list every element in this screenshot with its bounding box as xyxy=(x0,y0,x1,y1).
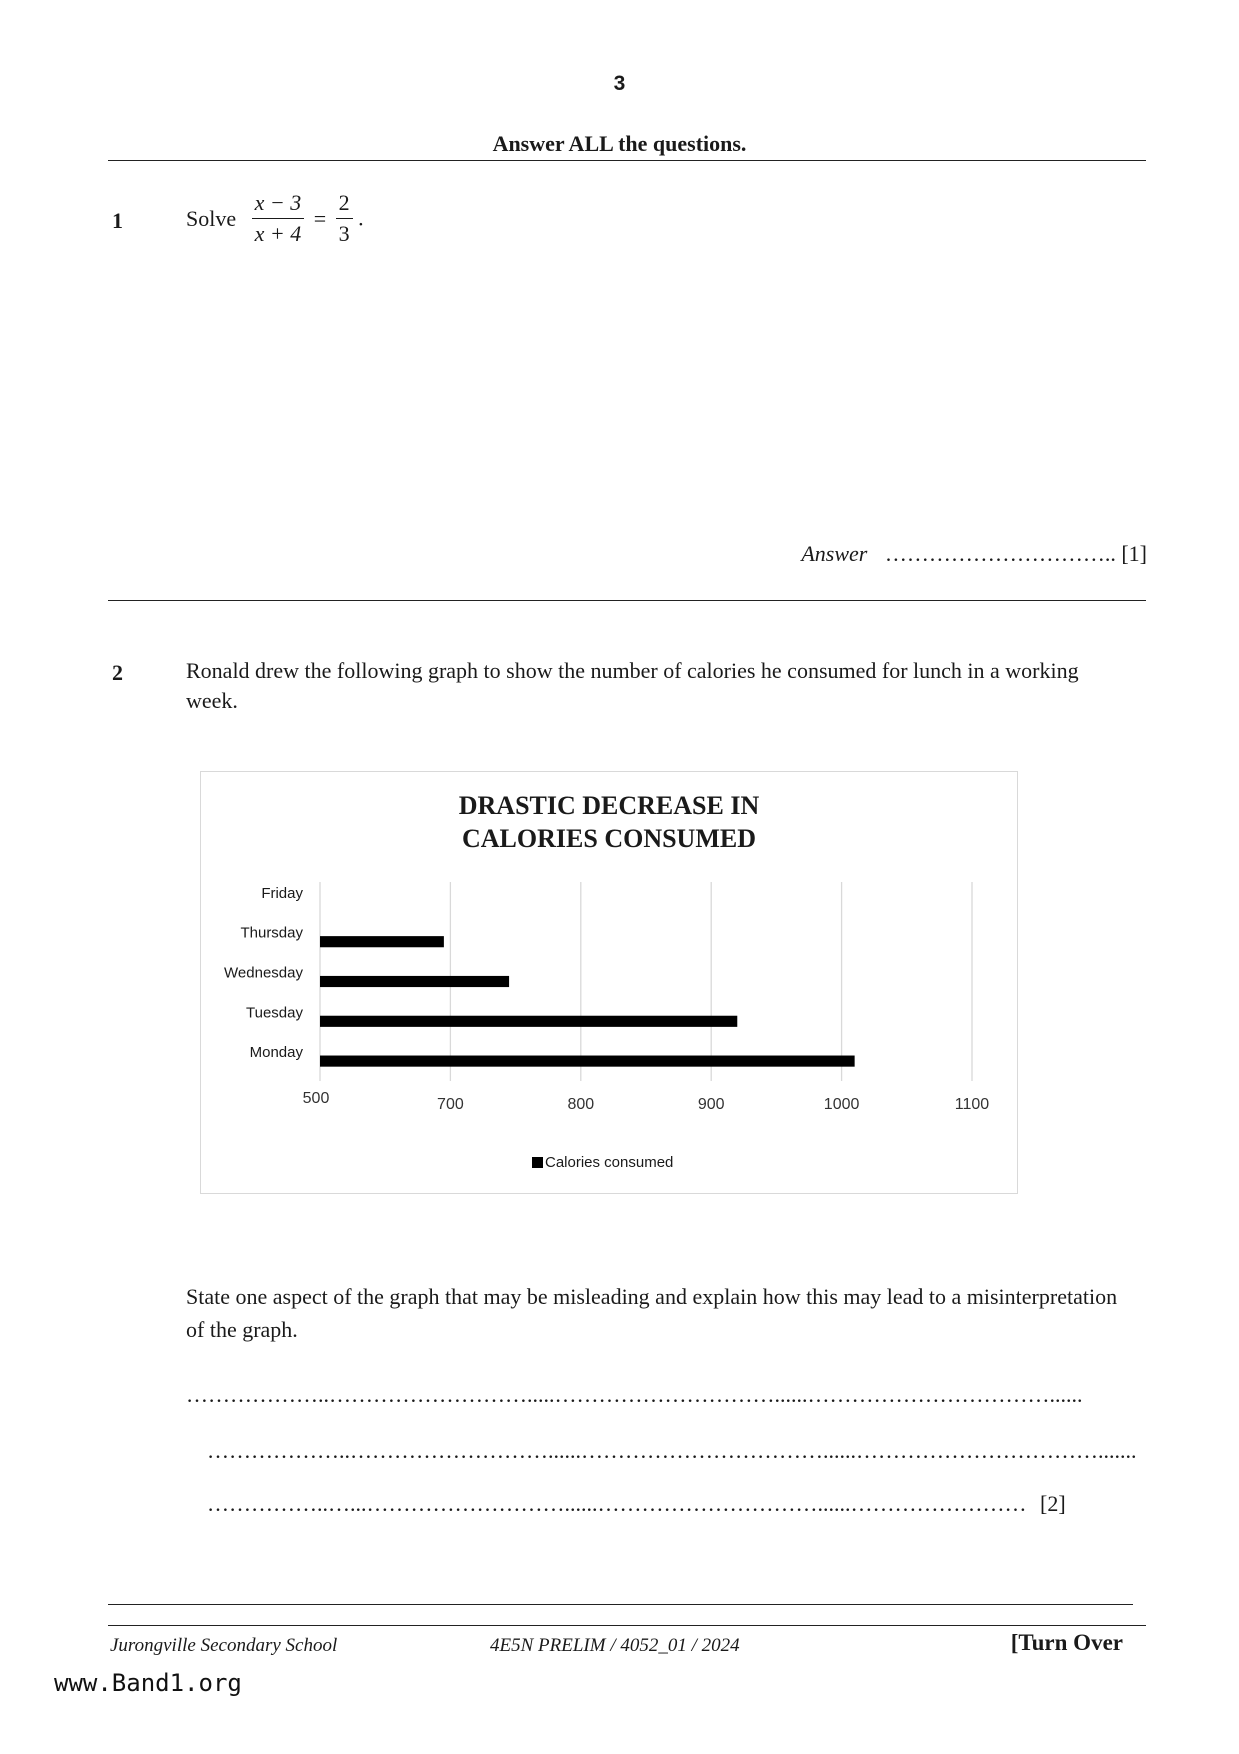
question-1-prompt: Solve xyxy=(186,205,237,231)
chart-title-line-2: CALORIES CONSUMED xyxy=(462,824,756,853)
answer-line-3[interactable]: ……………..…...………………………......…………………………......…………………… xyxy=(207,1491,1027,1516)
x-tick-label: 500 xyxy=(302,1090,330,1107)
equation-period: . xyxy=(358,205,364,231)
fraction-right xyxy=(336,190,353,247)
x-tick-label: 800 xyxy=(567,1096,595,1113)
turn-over-label: [Turn Over xyxy=(1010,1630,1123,1655)
x-tick-label: 900 xyxy=(697,1096,725,1113)
footer-rule-bottom xyxy=(108,1625,1146,1626)
y-category-label: Wednesday xyxy=(224,964,303,982)
answer-line-3-row xyxy=(207,1491,1066,1517)
answer-line-2[interactable]: ………………..………………………......……………………………......……………………………....... xyxy=(207,1438,1137,1463)
fraction-left-numerator: x − 3 xyxy=(252,190,305,219)
question-1-number: 1 xyxy=(112,208,123,233)
question-1-divider xyxy=(108,600,1146,601)
page-number: 3 xyxy=(613,72,626,95)
answer-label: Answer xyxy=(801,541,868,566)
y-category-label: Thursday xyxy=(240,924,303,942)
answer-line-1[interactable]: ………………..……………………….....…………………………......……………………………...... xyxy=(186,1382,1083,1407)
footer-paper-code: 4E5N PRELIM / 4052_01 / 2024 xyxy=(490,1635,740,1656)
x-tick-label: 700 xyxy=(437,1096,464,1113)
fraction-left xyxy=(252,190,305,247)
header-rule xyxy=(108,160,1146,161)
fraction-right-denominator: 3 xyxy=(338,221,350,246)
footer-school-name: Jurongville Secondary School xyxy=(110,1635,338,1656)
question-1-equation xyxy=(186,190,364,247)
question-1-answer-line xyxy=(801,541,1147,567)
bar-monday xyxy=(320,1056,855,1067)
chart-title-line-1: DRASTIC DECREASE IN xyxy=(458,791,760,820)
bar-thursday xyxy=(320,936,444,947)
fraction-left-denominator: x + 4 xyxy=(254,221,302,246)
question-2-followup: State one aspect of the graph that may be misleading and explain how this may lead to a misinterpretation of the graph. xyxy=(186,1284,1118,1342)
fraction-right-numerator: 2 xyxy=(336,190,353,219)
x-tick-label: 1000 xyxy=(823,1096,860,1113)
watermark-url: www.Band1.org xyxy=(54,1669,242,1697)
legend-swatch xyxy=(532,1157,543,1168)
x-tick-label: 1100 xyxy=(954,1096,990,1113)
question-2-text: Ronald drew the following graph to show the number of calories he consumed for lunch in a working week. xyxy=(186,658,1079,713)
calories-bar-chart xyxy=(201,772,1017,1193)
question-2-marks: [2] xyxy=(1040,1491,1066,1516)
question-1-marks: [1] xyxy=(1121,541,1147,566)
answer-blank[interactable]: ………………………….. xyxy=(884,541,1116,566)
question-2-number: 2 xyxy=(112,660,123,685)
y-category-label: Monday xyxy=(249,1044,303,1062)
instruction-heading: Answer ALL the questions. xyxy=(492,131,747,156)
chart-container xyxy=(200,771,1018,1194)
y-category-label: Friday xyxy=(261,884,303,902)
y-category-label: Tuesday xyxy=(246,1004,303,1022)
equals-sign: = xyxy=(313,205,327,231)
footer-rule-top xyxy=(108,1604,1133,1605)
legend-label: Calories consumed xyxy=(545,1154,674,1171)
bar-wednesday xyxy=(320,976,509,987)
bar-tuesday xyxy=(320,1016,737,1027)
